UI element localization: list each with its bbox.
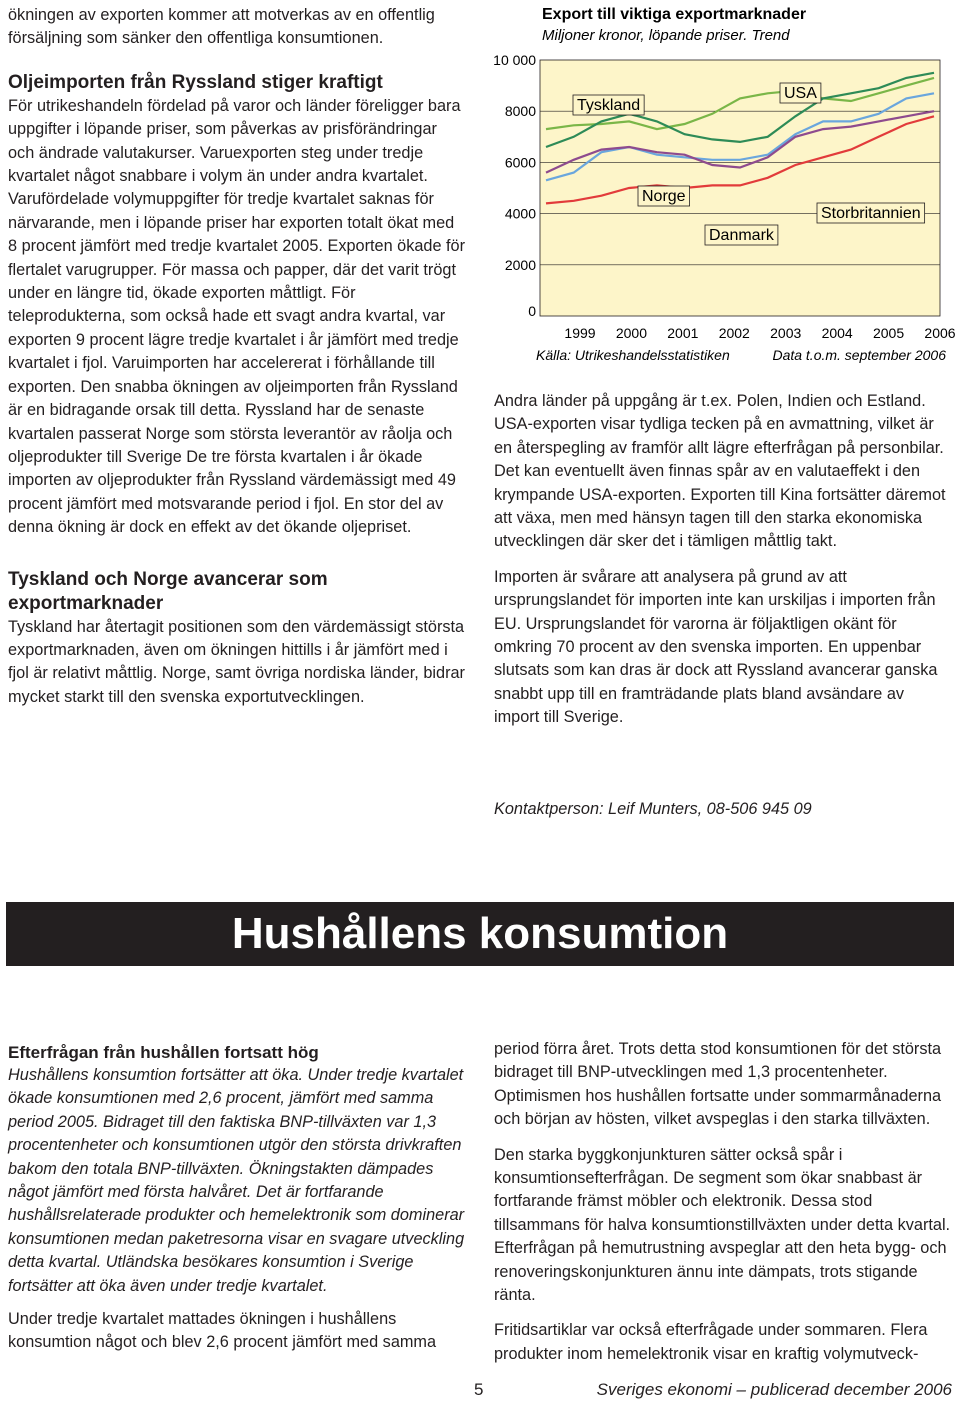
chart-title: Export till viktiga exportmarknader xyxy=(542,6,807,23)
section-banner xyxy=(6,902,954,966)
x-axis xyxy=(564,325,955,341)
left-column-bottom xyxy=(8,1042,466,1355)
intro-paragraph: ökningen av exporten kommer att motverkas av en offentlig försäljning som sänker den offentliga konsumtionen. xyxy=(8,6,435,48)
y-tick-label: 10 000 xyxy=(493,52,536,68)
lead-paragraph: Hushållens konsumtion fortsätter att öka. Under tredje kvartalet ökade konsumtionen med 2,6 procent, jämfört med samma period 2005. Bidraget till den faktiska BNP-tillväxten var 1,3 procentenheter och konsumtionen utgör den största drivkraften bakom den totala BNP-tillväxten. Ökningstakten dämpades något jämfört med första halvåret. Det är fortfarande hushållsrelaterade produkter och hemelektronik som dominerar konsumtionen medan paketresorna visar en svagare utveckling detta kvartal. Utländska besökares konsumtion i Sverige fortsätter att öka även under tredje kvartalet. xyxy=(8,1066,465,1295)
series-label-norge: Norge xyxy=(642,188,686,205)
publication-line: Sveriges ekonomi – publicerad december 2006 xyxy=(596,1380,952,1399)
x-tick-label: 2002 xyxy=(718,325,750,341)
series-label-usa: USA xyxy=(784,85,817,102)
series-label-danmark: Danmark xyxy=(709,227,774,244)
paragraph-tredje-kvartalet: Under tredje kvartalet mattades ökningen i hushållens konsumtion något och blev 2,6 procent jämfört med samma xyxy=(8,1310,437,1352)
x-tick-label: 2005 xyxy=(872,325,905,341)
paragraph-period: period förra året. Trots detta stod konsumtionen för det största bidraget till BNP-utvecklingen med 1,3 procentenheter. Optimismen hos hushållen fortsatte under sommarmånaderna och början av hösten, vilket avspeglas i den starka tillväxten. xyxy=(494,1040,942,1129)
heading-tyskland-norge: Tyskland och Norge avancerar som exportmarknader xyxy=(8,568,328,614)
export-chart-svg xyxy=(480,0,956,370)
chart-source: Källa: Utrikeshandelsstatistiken xyxy=(536,347,730,363)
paragraph-fritidsartiklar: Fritidsartiklar var också efterfrågade under sommaren. Flera produkter inom hemelektronik visar en kraftig volymutveck- xyxy=(494,1321,928,1363)
x-tick-label: 2000 xyxy=(615,325,648,341)
right-column-top xyxy=(494,390,952,730)
contact-person: Kontaktperson: Leif Munters, 08-506 945 09 xyxy=(494,800,812,818)
y-tick-label: 4000 xyxy=(504,205,536,222)
page-number: 5 xyxy=(474,1380,484,1399)
y-tick-label: 6000 xyxy=(504,154,536,171)
export-chart xyxy=(480,0,956,370)
y-tick-label: 0 xyxy=(528,303,536,319)
x-tick-label: 2006 xyxy=(924,325,956,341)
x-tick-label: 1999 xyxy=(564,325,596,341)
chart-subtitle: Miljoner kronor, löpande priser. Trend xyxy=(542,27,790,44)
right-column-bottom xyxy=(494,1038,952,1366)
left-column-top xyxy=(8,4,466,709)
series-label-storbritannien: Storbritannien xyxy=(821,205,921,222)
paragraph-tyskland: Tyskland har återtagit positionen som den värdemässigt största exportmarknaden, även om ökningen hittills i år jämfört med i fjol är relativt måttlig. Norge, samt övriga nordiska länder, bidrar mycket starkt till den svenska exportutvecklingen. xyxy=(8,617,465,706)
paragraph-byggkonjunktur: Den starka byggkonjunkturen sätter också spår i konsumtionsefterfrågan. De segment som ökar snabbast är fortfarande främst möbler och elektronik. Dessa stod tillsammans för halva konsumtionstillväxten under detta kvartal. Efterfrågan på hemutrustning avspeglar att den heta bygg- och renoveringskonjunkturen ännu inte dämpats, trots stigande ränta. xyxy=(494,1145,951,1305)
y-tick-label: 2000 xyxy=(504,256,536,273)
x-tick-label: 2004 xyxy=(821,325,853,341)
y-axis xyxy=(493,52,536,319)
series-label-tyskland: Tyskland xyxy=(577,97,641,114)
paragraph-andra-lander: Andra länder på uppgång är t.ex. Polen, Indien och Estland. USA-exporten visar tydliga tecken på en avmattning, vilket är en återspegling av framför allt lägre efterfrågan på personbilar. Det kan eventuellt även finnas spår av en valutaeffekt i den krympande USA-exporten. Exporten till Kina fortsätter däremot att växa, men med hänsyn tagen till den starka ekonomiska utvecklingen där sker det i tämligen måttlig takt. xyxy=(494,392,946,551)
paragraph-utrikeshandel: För utrikeshandeln fördelad på varor och länder föreligger bara uppgifter i löpande priser, som påverkas av prisförändringar och ändrade valutakurser. Varuexporten steg under tredje kvartalet något snabbare i volym än under andra kvartalet. Varufördelade volymuppgifter för tredje kvartalet saknas för närvarande, men i löpande priser har exporten totalt ökat med 8 procent jämfört med tredje kvartalet 2005. Exporten ökade för flertalet varugrupper. För massa och papper, där det varit trögt under en längre tid, ökade exporten måttligt. För teleprodukterna, som också hade ett svagt andra kvartal, var exporten 9 procent lägre tredje kvartalet i år jämfört med tredje kvartalet i fjol. Varuimporten har accelererat i förhållande till exporten. Den snabba ökningen av oljeimporten från Ryssland är en bidragande orsak till detta. Ryssland har de senaste kvartalen passerat Norge som största leverantör av råolja och oljeprodukter till Sverige De tre första kvartalen i år ökade importen av oljeprodukter från Ryssland värdemässigt med 49 procent jämfört med motsvarande period i fjol. En stor del av denna ökning är dock en effekt av det ökande oljepriset. xyxy=(8,96,466,537)
y-tick-label: 8000 xyxy=(504,103,536,120)
section-banner-title: Hushållens konsumtion xyxy=(231,909,729,958)
x-tick-label: 2003 xyxy=(770,325,802,341)
chart-data-note: Data t.o.m. september 2006 xyxy=(772,347,946,363)
heading-oljeimporten: Oljeimporten från Ryssland stiger kraftigt xyxy=(8,71,383,93)
x-tick-label: 2001 xyxy=(667,325,699,341)
paragraph-importen: Importen är svårare att analysera på grund av att ursprungslandet för importen inte kan urskiljas i importen från EU. Ursprungslandet för varorna är följaktligen okänt för omkring 70 procent av den svenska importen. En uppenbar slutsats som kan dras är dock att Ryssland avancerar ganska snabbt upp till en framträdande plats bland avsändare av import till Sverige. xyxy=(494,567,938,727)
heading-efterfragan: Efterfrågan från hushållen fortsatt hög xyxy=(8,1043,319,1062)
